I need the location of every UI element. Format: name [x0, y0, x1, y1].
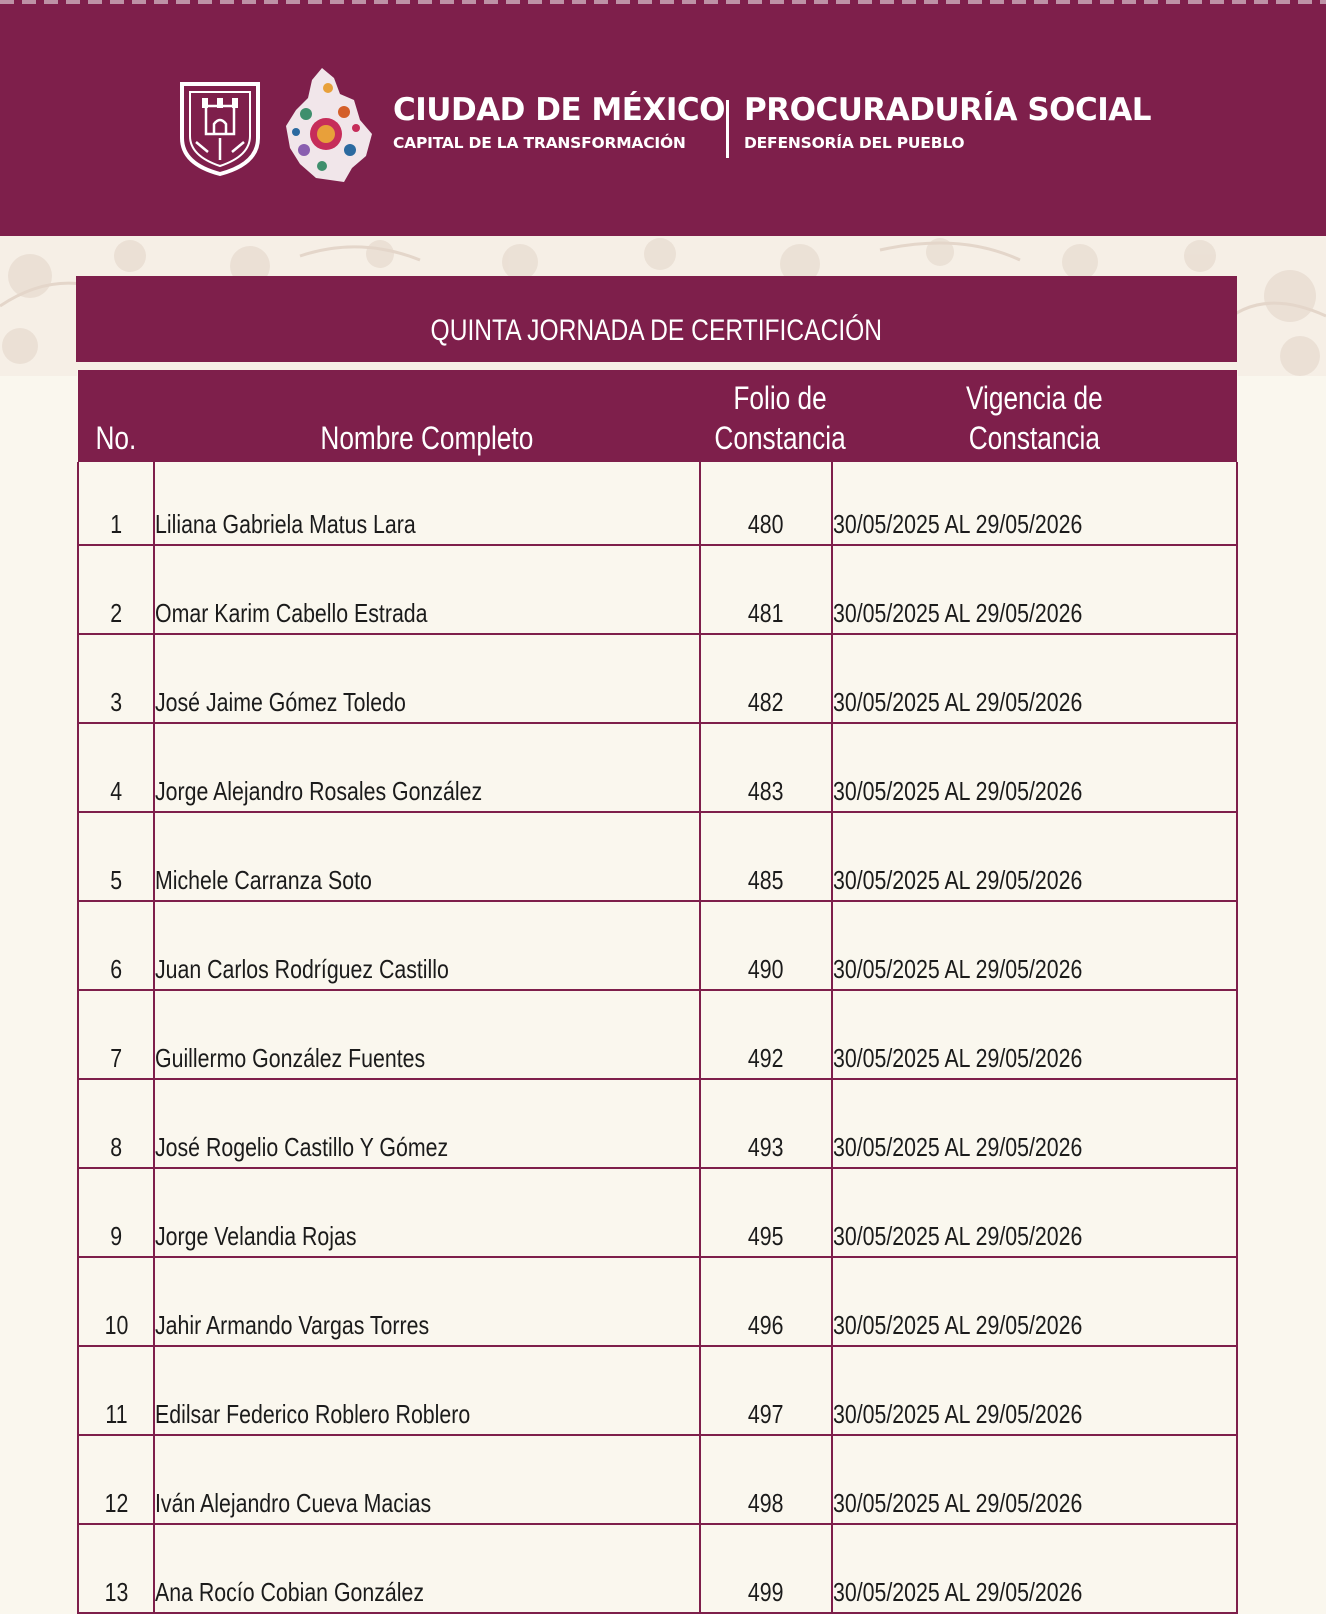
row-number-cell	[78, 723, 154, 812]
row-folio: 495	[748, 1221, 784, 1251]
row-vigencia: 30/05/2025 AL 29/05/2026	[833, 509, 1083, 539]
table-row	[78, 1079, 1237, 1168]
row-number-cell	[78, 812, 154, 901]
row-vigencia: 30/05/2025 AL 29/05/2026	[833, 776, 1083, 806]
row-number-cell	[78, 1168, 154, 1257]
row-vigencia: 30/05/2025 AL 29/05/2026	[833, 1577, 1083, 1607]
row-full-name-cell	[154, 812, 700, 901]
row-vigencia-cell	[832, 1257, 1237, 1346]
row-number: 10	[104, 1310, 128, 1340]
row-folio-cell	[700, 723, 832, 812]
row-vigencia: 30/05/2025 AL 29/05/2026	[833, 1043, 1083, 1073]
row-folio: 485	[748, 865, 784, 895]
row-folio-cell	[700, 1346, 832, 1435]
row-vigencia-cell	[832, 1168, 1237, 1257]
row-full-name: Michele Carranza Soto	[155, 865, 372, 895]
row-number-cell	[78, 1257, 154, 1346]
row-number: 8	[110, 1132, 122, 1162]
table-row	[78, 1435, 1237, 1524]
row-number: 11	[104, 1399, 128, 1429]
brand-procuraduria-subtitle: DEFENSORÍA DEL PUEBLO	[744, 134, 965, 152]
row-full-name-cell	[154, 634, 700, 723]
row-folio: 480	[748, 509, 784, 539]
table-row	[78, 1346, 1237, 1435]
row-folio: 482	[748, 687, 784, 717]
row-vigencia: 30/05/2025 AL 29/05/2026	[833, 1221, 1083, 1251]
row-number: 6	[110, 954, 122, 984]
row-vigencia-cell	[832, 1346, 1237, 1435]
header-folio	[700, 370, 846, 462]
row-number: 7	[110, 1043, 122, 1073]
row-full-name: Juan Carlos Rodríguez Castillo	[155, 954, 449, 984]
row-folio: 499	[748, 1577, 784, 1607]
table-header-row	[78, 370, 1237, 462]
row-folio-cell	[700, 812, 832, 901]
row-vigencia-cell	[832, 990, 1237, 1079]
row-vigencia-cell	[832, 901, 1237, 990]
row-number-cell	[78, 901, 154, 990]
row-full-name: Iván Alejandro Cueva Macias	[155, 1488, 432, 1518]
row-vigencia: 30/05/2025 AL 29/05/2026	[833, 1488, 1083, 1518]
header-folio-line2: Constancia	[714, 420, 846, 456]
row-vigencia: 30/05/2025 AL 29/05/2026	[833, 865, 1083, 895]
table-row	[78, 1257, 1237, 1346]
row-full-name-cell	[154, 901, 700, 990]
row-vigencia: 30/05/2025 AL 29/05/2026	[833, 1310, 1083, 1340]
table-body	[78, 462, 1237, 1613]
table-row	[78, 812, 1237, 901]
row-folio: 498	[748, 1488, 784, 1518]
row-folio-cell	[700, 1168, 832, 1257]
row-number-cell	[78, 1346, 154, 1435]
row-full-name: Omar Karim Cabello Estrada	[155, 598, 428, 628]
row-folio-cell	[700, 901, 832, 990]
brand-cdmx-subtitle: CAPITAL DE LA TRANSFORMACIÓN	[393, 134, 686, 152]
row-number: 4	[110, 776, 122, 806]
row-folio: 490	[748, 954, 784, 984]
row-full-name: Guillermo González Fuentes	[155, 1043, 426, 1073]
section-title-bar	[76, 276, 1237, 362]
row-folio-cell	[700, 990, 832, 1079]
cdmx-map-logo-icon	[282, 64, 374, 184]
row-full-name-cell	[154, 1435, 700, 1524]
header-no: No.	[78, 370, 154, 462]
header-decorative-strip	[0, 0, 1326, 4]
row-vigencia: 30/05/2025 AL 29/05/2026	[833, 954, 1083, 984]
row-folio: 483	[748, 776, 784, 806]
row-full-name: Jorge Velandia Rojas	[155, 1221, 357, 1251]
row-folio-cell	[700, 634, 832, 723]
header-vigencia-line2: Constancia	[968, 420, 1101, 456]
section-title: QUINTA JORNADA DE CERTIFICACIÓN	[430, 314, 883, 347]
row-vigencia-cell	[832, 723, 1237, 812]
row-full-name: Jahir Armando Vargas Torres	[155, 1310, 430, 1340]
row-full-name: Liliana Gabriela Matus Lara	[155, 509, 416, 539]
row-vigencia-cell	[832, 1079, 1237, 1168]
row-full-name: José Jaime Gómez Toledo	[155, 687, 406, 717]
row-vigencia-cell	[832, 462, 1237, 545]
row-full-name-cell	[154, 545, 700, 634]
table-row	[78, 545, 1237, 634]
row-vigencia-cell	[832, 812, 1237, 901]
table-row	[78, 723, 1237, 812]
brand-procuraduria	[744, 92, 1151, 154]
row-folio-cell	[700, 1435, 832, 1524]
row-folio-cell	[700, 1257, 832, 1346]
row-number-cell	[78, 462, 154, 545]
row-full-name-cell	[154, 990, 700, 1079]
row-vigencia-cell	[832, 1435, 1237, 1524]
row-full-name-cell	[154, 462, 700, 545]
table-row	[78, 634, 1237, 723]
row-vigencia-cell	[832, 545, 1237, 634]
row-folio: 481	[748, 598, 784, 628]
row-folio: 497	[748, 1399, 784, 1429]
row-folio-cell	[700, 462, 832, 545]
cdmx-shield-icon	[178, 80, 262, 176]
row-number: 1	[110, 509, 122, 539]
header-name: Nombre Completo	[154, 370, 700, 462]
row-vigencia: 30/05/2025 AL 29/05/2026	[833, 598, 1083, 628]
row-number: 5	[110, 865, 122, 895]
table-row	[78, 1168, 1237, 1257]
header-folio-line1: Folio de	[733, 380, 827, 416]
row-number: 3	[110, 687, 122, 717]
row-full-name-cell	[154, 1168, 700, 1257]
header-vigencia-line1: Vigencia de	[966, 380, 1103, 416]
row-full-name: Edilsar Federico Roblero Roblero	[155, 1399, 471, 1429]
row-vigencia: 30/05/2025 AL 29/05/2026	[833, 1132, 1083, 1162]
row-folio: 492	[748, 1043, 784, 1073]
row-number: 13	[104, 1577, 128, 1607]
table-row	[78, 462, 1237, 545]
row-full-name-cell	[154, 1079, 700, 1168]
certification-table-wrap	[77, 370, 1236, 1614]
row-full-name-cell	[154, 1346, 700, 1435]
row-full-name: Ana Rocío Cobian González	[155, 1577, 425, 1607]
header-bar	[0, 0, 1326, 236]
row-full-name-cell	[154, 723, 700, 812]
brand-cdmx-title: CIUDAD DE MÉXICO	[393, 92, 725, 128]
row-number-cell	[78, 1435, 154, 1524]
table-row	[78, 990, 1237, 1079]
row-number-cell	[78, 990, 154, 1079]
row-vigencia: 30/05/2025 AL 29/05/2026	[833, 687, 1083, 717]
row-full-name: Jorge Alejandro Rosales González	[155, 776, 483, 806]
certification-table	[77, 370, 1238, 1614]
row-number: 12	[104, 1488, 128, 1518]
row-number-cell	[78, 545, 154, 634]
row-vigencia: 30/05/2025 AL 29/05/2026	[833, 1399, 1083, 1429]
row-number: 9	[110, 1221, 122, 1251]
row-full-name-cell	[154, 1257, 700, 1346]
row-number-cell	[78, 634, 154, 723]
brand-cdmx	[393, 92, 725, 154]
row-number: 2	[110, 598, 122, 628]
row-full-name: José Rogelio Castillo Y Gómez	[155, 1132, 449, 1162]
row-folio: 496	[748, 1310, 784, 1340]
row-folio: 493	[748, 1132, 784, 1162]
table-row	[78, 901, 1237, 990]
row-folio-cell	[700, 545, 832, 634]
row-vigencia-cell	[832, 634, 1237, 723]
row-folio-cell	[700, 1079, 832, 1168]
row-number-cell	[78, 1079, 154, 1168]
header-vigencia	[832, 370, 1237, 462]
brand-divider	[726, 100, 729, 158]
brand-procuraduria-title: PROCURADURÍA SOCIAL	[744, 92, 1152, 128]
